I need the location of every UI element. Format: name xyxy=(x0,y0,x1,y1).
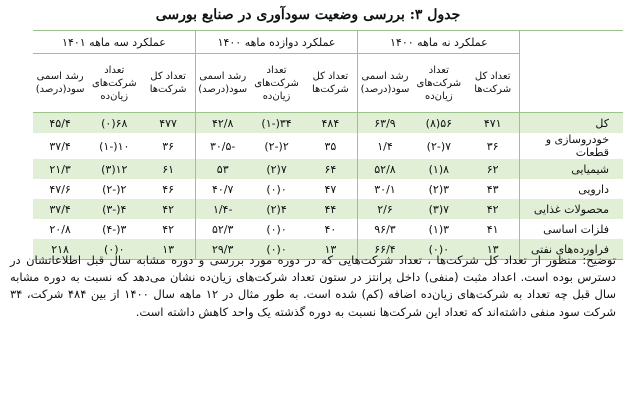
table-cell: ۲۱۸ xyxy=(33,239,87,260)
table-cell: ۶۱ xyxy=(141,159,195,179)
row-label: شیمیایی xyxy=(520,159,623,179)
table-cell: ۰(۰) xyxy=(266,182,287,196)
table-cell: ۶۶/۴ xyxy=(358,239,412,260)
table-cell: ۰(۰) xyxy=(250,239,304,260)
sub-header-growth: رشد اسمی سود(درصد) xyxy=(358,54,412,113)
table-cell: ۳(۲) xyxy=(428,182,450,196)
table-cell: ۸(۱) xyxy=(412,159,466,179)
table-cell: ۳۷/۴ xyxy=(33,199,87,219)
table-cell: -۳۰/۵ xyxy=(195,133,249,159)
table-cell: ۲۰/۸ xyxy=(49,222,71,236)
table-cell: ۰(۰) xyxy=(87,239,141,260)
industry-header xyxy=(520,31,623,113)
table-cell: ۲۹/۳ xyxy=(195,239,249,260)
table-row xyxy=(33,179,623,199)
table-cell: -۱/۴ xyxy=(195,199,249,219)
row-label: محصولات غذایی xyxy=(520,199,623,219)
table-cell: ۶۴ xyxy=(304,159,358,179)
table-cell: ۳۰/۱ xyxy=(358,179,412,199)
table-cell: ۳۷/۴ xyxy=(49,139,71,153)
table-cell: ۵۳ xyxy=(195,159,249,179)
sub-header-total: تعداد کل شرکت‌ها xyxy=(304,54,358,113)
table-cell: ۴۰ xyxy=(324,222,337,236)
table-cell: ۱/۴ xyxy=(358,133,412,159)
row-label: فراورده‌های نفتی xyxy=(520,239,623,260)
group-header-row xyxy=(33,31,623,54)
table-cell: ۵۶(۸) xyxy=(412,113,466,134)
sub-header-growth: رشد اسمی سود(درصد) xyxy=(195,54,249,113)
table-cell: ۳۵ xyxy=(324,139,337,153)
table-cell: ۱۳ xyxy=(141,239,195,260)
table-cell: ۴(-۳) xyxy=(87,199,141,219)
table-cell: ۱۲(۳) xyxy=(87,159,141,179)
group-header-9month: عملکرد نه ماهه ۱۴۰۰ xyxy=(358,31,520,54)
table-cell: ۴۷۱ xyxy=(466,113,520,134)
table-cell: ۳۶ xyxy=(162,139,175,153)
table-row xyxy=(33,219,623,239)
table-cell: ۰(۰) xyxy=(412,239,466,260)
table-cell: ۴۱ xyxy=(486,222,499,236)
profitability-table xyxy=(33,30,623,260)
table-cell: ۴۸۴ xyxy=(304,113,358,134)
row-label: فلزات اساسی xyxy=(520,219,623,239)
table-cell: ۴۷ xyxy=(324,182,337,196)
row-label: خودروسازی و قطعات xyxy=(520,133,623,159)
row-label: کل xyxy=(520,113,623,134)
sub-header-total: تعداد کل شرکت‌ها xyxy=(141,54,195,113)
group-header-12month: عملکرد دوازده ماهه ۱۴۰۰ xyxy=(195,31,357,54)
table-cell: ۱۳ xyxy=(466,239,520,260)
table-row xyxy=(33,159,623,179)
table-row xyxy=(33,133,623,159)
sub-header-loss: تعداد شرکت‌های زیان‌ده xyxy=(412,54,466,113)
sub-header-growth: رشد اسمی سود(درصد) xyxy=(33,54,87,113)
table-cell: ۴۲/۸ xyxy=(195,113,249,134)
table-cell: ۴۲ xyxy=(466,199,520,219)
table-cell: ۰(۰) xyxy=(266,222,287,236)
table-cell: ۲(-۲) xyxy=(264,139,289,153)
table-cell: ۷(-۲) xyxy=(426,139,452,153)
table-cell: ۳۶ xyxy=(486,139,499,153)
table-cell: ۳(۱) xyxy=(428,222,450,236)
table-cell: ۶۳/۹ xyxy=(358,113,412,134)
table-cell: ۲۱/۳ xyxy=(33,159,87,179)
table-cell: ۴۷۷ xyxy=(141,113,195,134)
table-cell: ۴۷/۶ xyxy=(49,182,71,196)
table-cell: ۵۲/۳ xyxy=(195,219,249,239)
table-note: توضیح: منظور از تعداد کل شرکت‌ها ، تعداد شرکت‌هایی که در دوره مورد بررسی و دوره مشابه سال قبل اطلاعاتشان در دسترس بوده است. اعداد مثبت (منفی) داخل پرانتز در ستون تعداد شرکت‌های زیان‌ده نشان می‌دهد که نسبت به دوره مشابه سال قبل چه تعداد به شرکت‌های زیان‌ده اضافه (کم) شده است. به طور مثال در ۱۲ ماهه سال ۱۴۰۰ از بین ۴۸۴ شرکت، ۳۴ شرکت سود منفی داشته‌اند که تعداد این شرکت‌ها نسبت به دوره گذشته یک واحد کاهش داشته است. xyxy=(10,252,617,319)
row-label: دارویی xyxy=(520,179,623,199)
table-cell: ۴(۲) xyxy=(250,199,304,219)
table-cell: ۵۲/۸ xyxy=(358,159,412,179)
table-cell: ۴۶ xyxy=(162,182,175,196)
table-cell: ۴۳ xyxy=(486,182,499,196)
table-cell: ۴۲ xyxy=(162,222,175,236)
table-cell: ۳(-۴) xyxy=(102,222,127,236)
table-row xyxy=(33,113,623,134)
table-row xyxy=(33,199,623,219)
profitability-table-container xyxy=(33,30,623,260)
table-cell: ۴۵/۴ xyxy=(33,113,87,134)
table-cell: ۱۰(-۱) xyxy=(99,139,130,153)
sub-header-total: تعداد کل شرکت‌ها xyxy=(466,54,520,113)
table-cell: ۶۸(۰) xyxy=(87,113,141,134)
group-header-3month: عملکرد سه ماهه ۱۴۰۱ xyxy=(33,31,195,54)
table-cell: ۳۴(-۱) xyxy=(250,113,304,134)
table-cell: ۷(۲) xyxy=(250,159,304,179)
table-cell: ۱۳ xyxy=(304,239,358,260)
table-cell: ۹۶/۳ xyxy=(358,219,412,239)
table-title: جدول ۳: بررسی وضعیت سودآوری در صنایع بورسی xyxy=(155,7,461,23)
table-cell: ۴۲ xyxy=(141,199,195,219)
table-cell: ۷(۳) xyxy=(412,199,466,219)
table-cell: ۴۰/۷ xyxy=(195,179,249,199)
table-cell: ۲/۶ xyxy=(358,199,412,219)
sub-header-loss: تعداد شرکت‌های زیان‌ده xyxy=(250,54,304,113)
sub-header-loss: تعداد شرکت‌های زیان‌ده xyxy=(87,54,141,113)
table-cell: ۴۴ xyxy=(304,199,358,219)
table-cell: ۲(-۲) xyxy=(102,182,127,196)
table-cell: ۶۲ xyxy=(466,159,520,179)
